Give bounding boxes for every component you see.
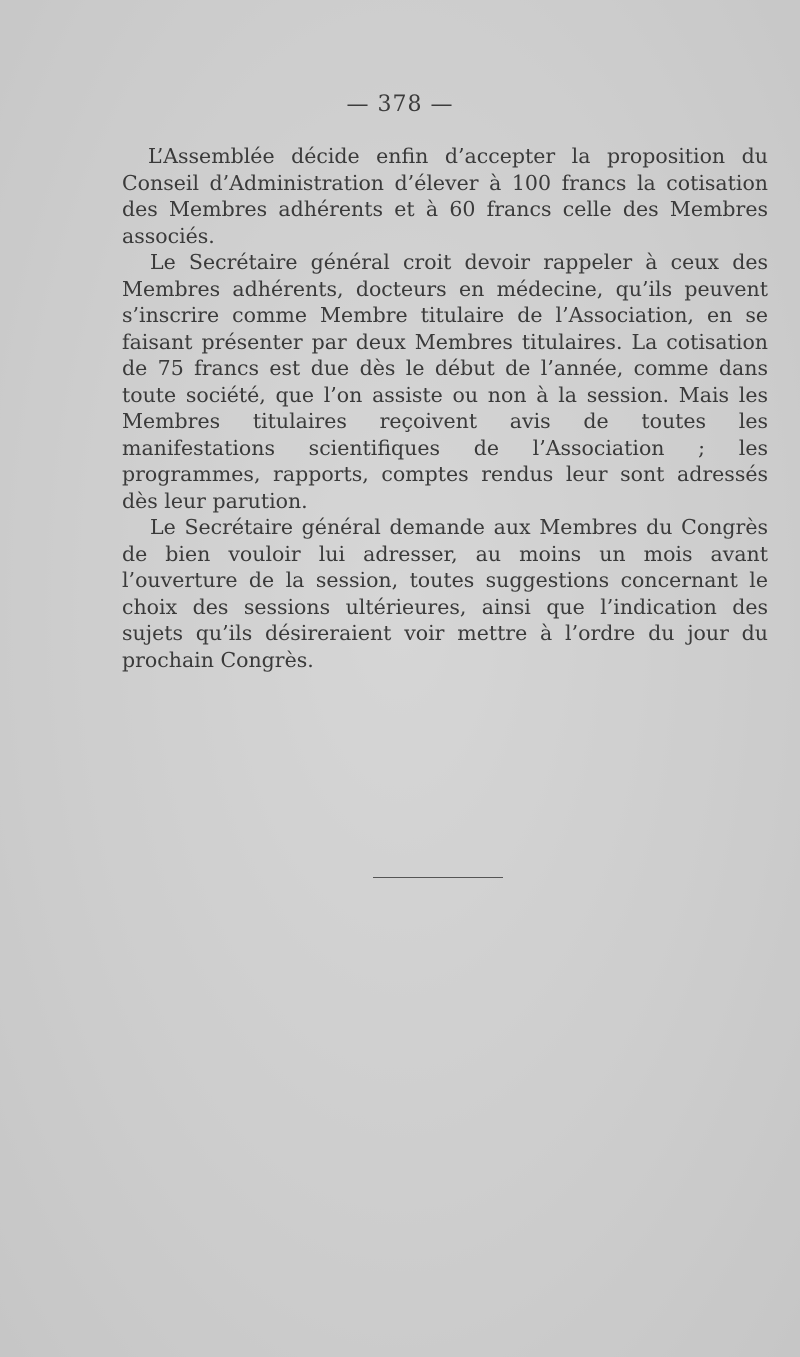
paragraph-titular-membership: Le Secrétaire général croit devoir rappeler à ceux des Membres adhérents, docteurs en médecine, qu’ils peuvent s’inscrire comme Membre titulaire de l’Association, en se faisant présenter par deux Membres titulaires. La cotisation de 75 francs est due dès le début de l’année, comme dans toute société, que l’on assiste ou non à la session. Mais les Membres titulaires reçoivent avis de toutes les manifestations scientifiques de l’Association ; les programmes, rapports, comptes rendus leur sont adressés dès leur parution.: [122, 250, 768, 513]
paragraph-fees-decision: L’Assemblée décide enfin d’accepter la proposition du Conseil d’Administration d’élever à 100 francs la cotisation des Membres adhérents et à 60 francs celle des Membres associés.: [122, 144, 768, 248]
end-rule: [373, 877, 503, 878]
body-text: [122, 143, 768, 673]
page-number: — 378 —: [346, 92, 454, 117]
paragraph-congress-suggestions: Le Secrétaire général demande aux Membres du Congrès de bien vouloir lui adresser, au moins un mois avant l’ouverture de la session, toutes suggestions concernant le choix des sessions ultérieures, ainsi que l’indication des sujets qu’ils désireraient voir mettre à l’ordre du jour du prochain Congrès.: [122, 515, 768, 672]
